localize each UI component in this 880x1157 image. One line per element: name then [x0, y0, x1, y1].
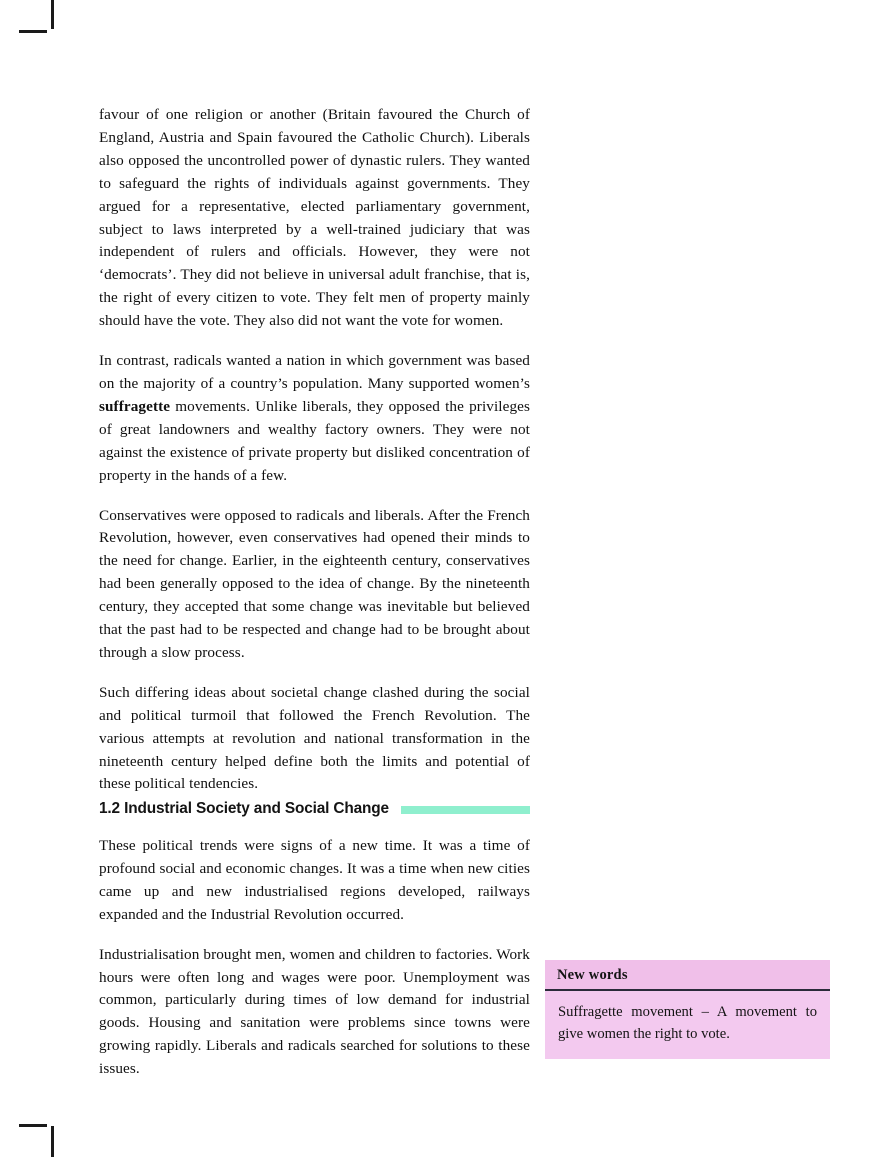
paragraph-radicals-text-after: movements. Unlike liberals, they opposed the privileges of great landowners and wealthy factory owners. They were not against the existence of private property but disliked concentration of property in the hands of a few.: [99, 397, 530, 484]
section-heading-1-2: [99, 800, 530, 818]
new-words-header: [545, 960, 830, 991]
paragraph-industrialisation: Industrialisation brought men, women and children to factories. Work hours were often long and wages were poor. Unemployment was common, particularly during times of low demand for industrial goods. Housing and sanitation were problems since towns were growing rapidly. Liberals and radicals searched for solutions to these issues.: [99, 945, 530, 1078]
bold-term-suffragette: suffragette: [99, 397, 171, 415]
paragraph-radicals-text-before: In contrast, radicals wanted a nation in which government was based on the majority of a country’s population. Many supported women’s: [99, 352, 530, 392]
new-words-body: [545, 991, 830, 1059]
section-heading-green-rule: [401, 806, 530, 814]
paragraph-societal-change: Such differing ideas about societal change clashed during the social and political turmoil that followed the French Revolution. The various attempts at revolution and national transformation in the nineteenth century helped define both the limits and potential of these political tendencies.: [99, 683, 530, 793]
crop-mark-top-left-horizontal: [19, 30, 47, 33]
paragraph-conservatives: Conservatives were opposed to radicals and liberals. After the French Revolution, however, even conservatives had opened their minds to the need for change. Earlier, in the eighteenth century, conservatives had been generally opposed to the idea of change. By the nineteenth century, they accepted that some change was inevitable but believed that the past had to be respected and change had to be brought about through a slow process.: [99, 506, 530, 661]
crop-mark-top-left-vertical: [51, 0, 54, 29]
crop-mark-bottom-left-vertical: [51, 1126, 54, 1157]
new-words-box: [545, 960, 830, 1059]
body-text-column-lower: [99, 835, 530, 1081]
section-heading-label: 1.2 Industrial Society and Social Change: [99, 800, 389, 817]
paragraph-radicals: [99, 350, 530, 487]
crop-mark-bottom-left-horizontal: [19, 1124, 47, 1127]
paragraph-political-trends: These political trends were signs of a new time. It was a time of profound social and economic changes. It was a time when new cities came up and new industrialised regions developed, railways expanded and the Industrial Revolution occurred.: [99, 837, 530, 923]
paragraph-religion-liberals: favour of one religion or another (Britain favoured the Church of England, Austria and Spain favoured the Catholic Church). Liberals also opposed the uncontrolled power of dynastic rulers. They wanted to safeguard the rights of individuals against governments. They argued for a representative, elected parliamentary government, subject to laws interpreted by a well-trained judiciary that was independent of rulers and officials. However, they were not ‘democrats’. They did not believe in universal adult franchise, that is, the right of every citizen to vote. They felt men of property mainly should have the vote. They also did not want the vote for women.: [99, 106, 530, 330]
new-words-entry-suffragette: Suffragette movement – A movement to give women the right to vote.: [558, 1004, 817, 1042]
new-words-title: New words: [557, 967, 628, 983]
body-text-column-upper: [99, 104, 530, 796]
